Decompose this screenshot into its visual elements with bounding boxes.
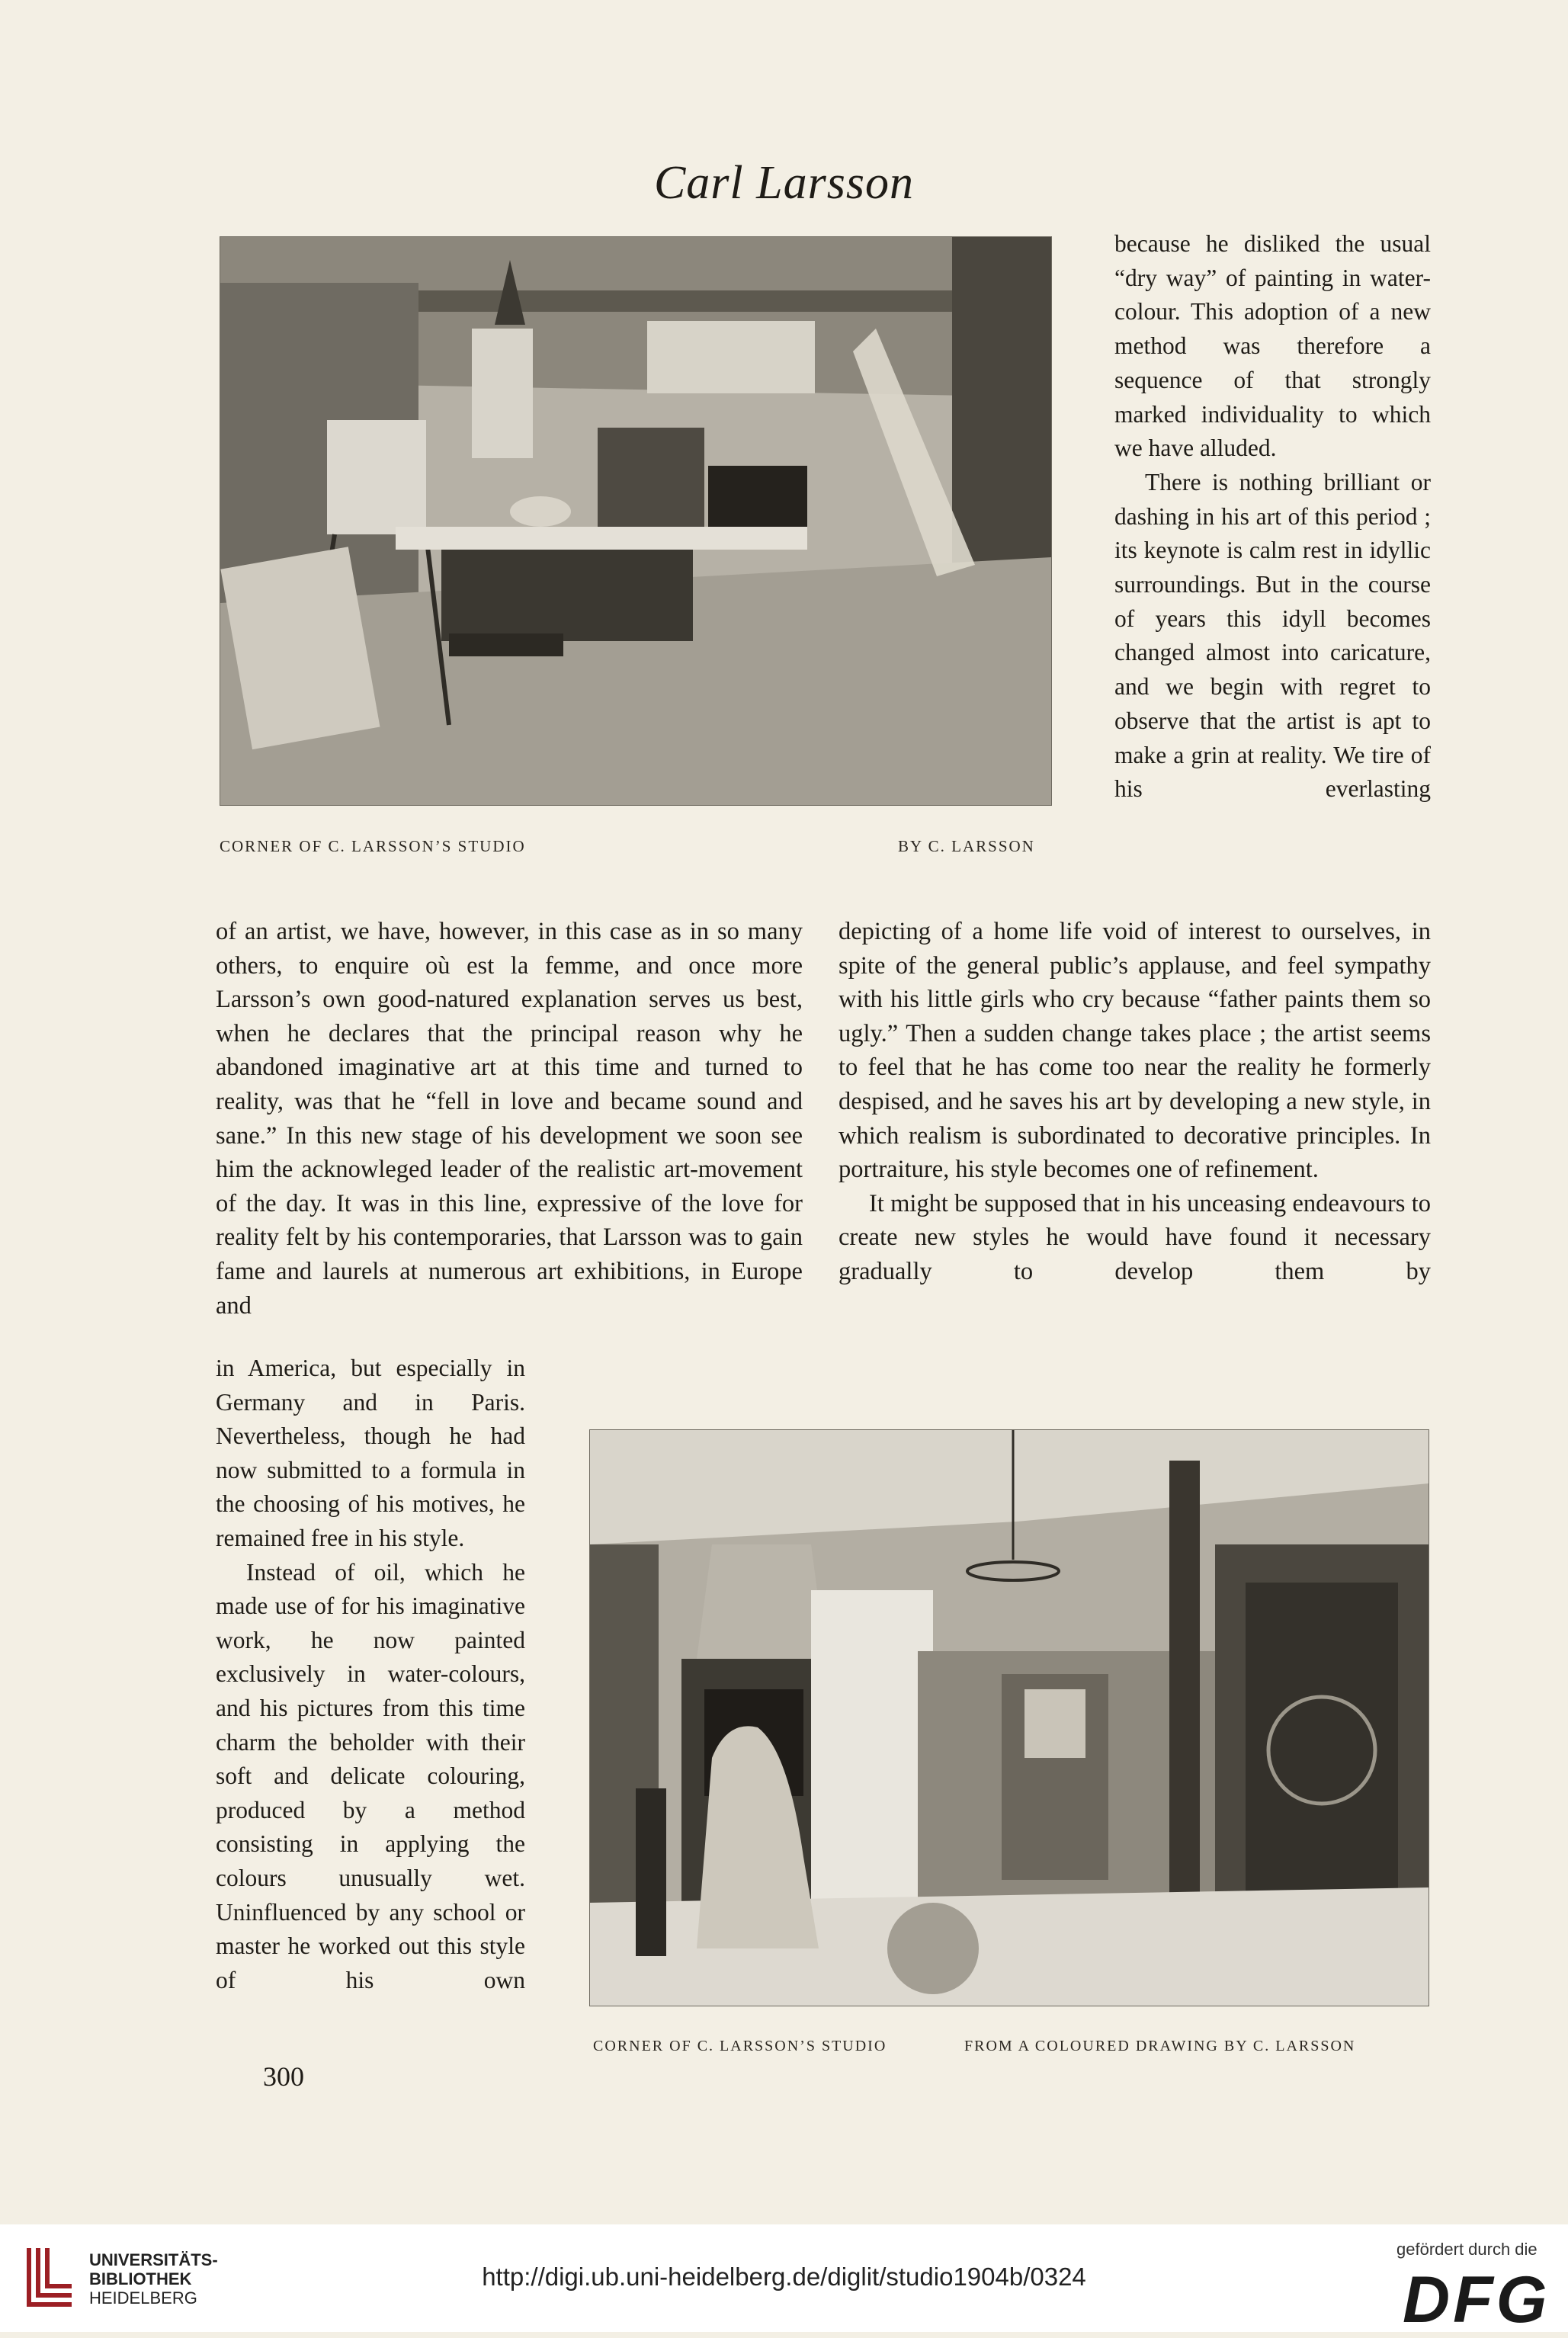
studio-drawing-bottom: [590, 1430, 1429, 2006]
paragraph: because he disliked the usual “dry way” of painting in water-colour. This adoption of a new method was therefore a sequence of that strongly marked individuality to which we have alluded.: [1114, 230, 1431, 462]
caption-bottom-left: CORNER OF C. LARSSON’S STUDIO: [593, 2038, 887, 2054]
paragraph: Instead of oil, which he made use of for his imaginative work, he now painted exclusively in water-colours, and his pictures from this time charm the beholder with their soft and delicate colouring, produced by a method consisting in applying the colours unusually wet. Uninfluenced by any school or master he worked out this style of his own: [216, 1558, 525, 1993]
paragraph: It might be supposed that in his unceasing endeavours to create new styles he would have found it necessary gradually to develop them by: [839, 1189, 1431, 1285]
paragraph: There is nothing brilliant or dashing in his art of this period ; its keynote is calm rest in idyllic surroundings. But in the course of years this idyll becomes changed almost into caricature, and we begin with regret to observe that the artist is apt to make a grin at reality. We tire of his everlasting: [1114, 468, 1431, 803]
page-number: 300: [263, 2061, 304, 2092]
library-name-line2: BIBLIOTHEK: [89, 2269, 192, 2288]
text-column-bottom-left: [216, 1352, 525, 1997]
text-column-top-right: [1114, 227, 1431, 807]
caption-top-left: CORNER OF C. LARSSON’S STUDIO: [220, 837, 526, 855]
library-name-line3: HEIDELBERG: [89, 2288, 197, 2308]
digitisation-url-link[interactable]: http://digi.ub.uni-heidelberg.de/diglit/studio1904b/0324: [482, 2263, 1086, 2291]
library-name-line1: UNIVERSITÄTS-: [89, 2250, 218, 2269]
text-column-left: [216, 915, 803, 1323]
text-column-right: [839, 915, 1431, 1289]
paragraph: depicting of a home life void of interest to ourselves, in spite of the general public’s applause, and feel sympathy with his little girls who cry because “father paints them so ugly.” Then a sudden change takes place ; the artist seems to feel that he has come too near the reality he formerly despised, and he saves his art by developing a new style, in which realism is subordinated to decorative principles. In portraiture, his style becomes one of refinement.: [839, 918, 1431, 1184]
dfg-logo: DFG: [1403, 2263, 1550, 2336]
studio-illustration-bottom: [589, 1429, 1429, 2006]
paragraph: in America, but especially in Germany and in Paris. Nevertheless, though he had now submitted to a formula in the choosing of his motives, he remained free in his style.: [216, 1355, 525, 1551]
studio-illustration-top: [220, 236, 1052, 806]
caption-top-right: BY C. LARSSON: [898, 837, 1035, 855]
funder-label: gefördert durch die: [1396, 2240, 1538, 2259]
paragraph: of an artist, we have, however, in this case as in so many others, to enquire où est la femme, and once more Larsson’s own good-natured explanation serves us best, when he declares that the principal reason why he abandoned imaginative art at this time and turned to reality, was that he “fell in love and became sound and sane.” In this new stage of his development we soon see him the acknowleged leader of the realistic art-movement of the day. It was in this line, expressive of the love for reality felt by his contemporaries, that Larsson was to gain fame and laurels at numerous art exhibitions, in Europe and: [216, 918, 803, 1320]
studio-engraving-top: [220, 237, 1051, 805]
running-title: Carl Larsson: [653, 157, 915, 209]
caption-bottom-right: FROM A COLOURED DRAWING BY C. LARSSON: [964, 2038, 1356, 2054]
